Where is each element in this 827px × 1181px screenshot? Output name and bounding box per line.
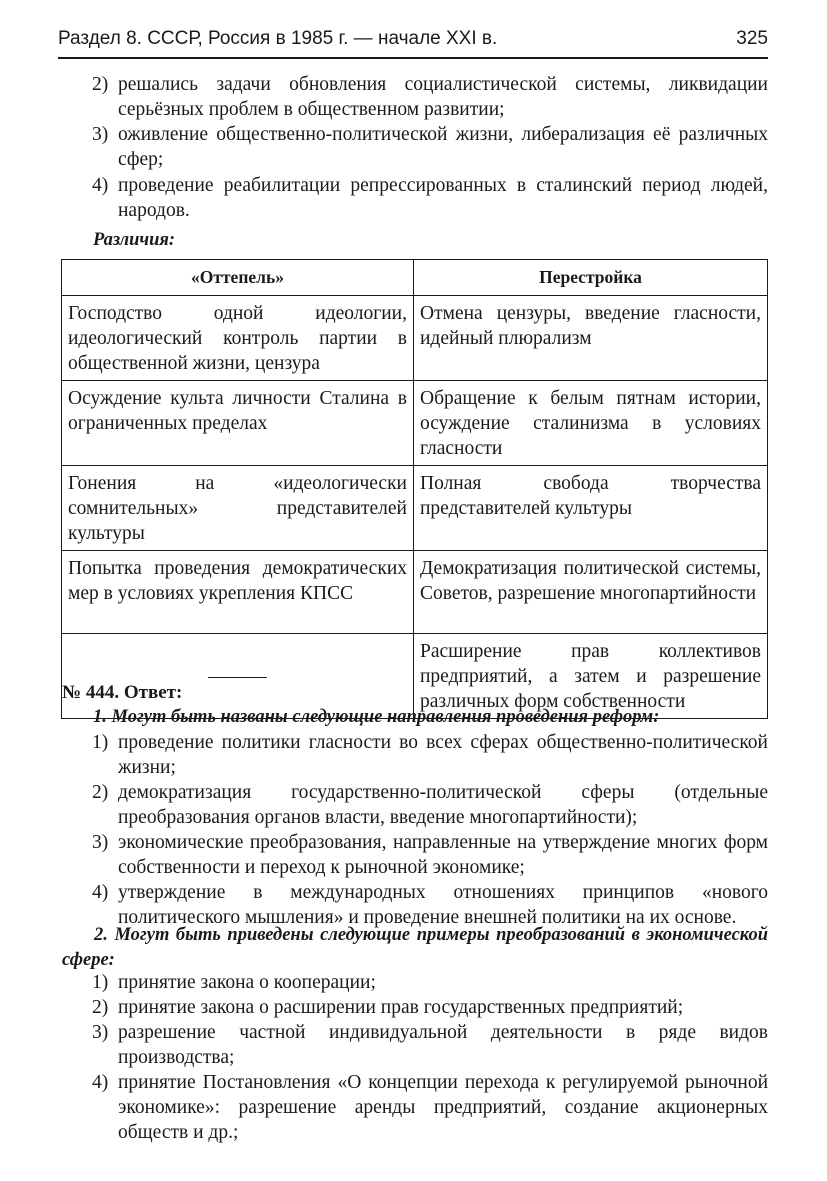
column-header-perestroika: Перестройка xyxy=(414,260,768,296)
running-head xyxy=(58,26,768,52)
list-item-number: 3) xyxy=(92,1022,109,1043)
table-row xyxy=(62,381,768,466)
table-header-row xyxy=(62,260,768,296)
list-item-number: 2) xyxy=(92,74,109,95)
list-item-number: 4) xyxy=(92,175,109,196)
table-cell-empty-dash: ——— xyxy=(62,634,414,719)
list-item-text: принятие закона о расширении прав государственных предприятий; xyxy=(118,997,684,1018)
list-item xyxy=(0,72,827,122)
answer-heading: № 444. Ответ: xyxy=(62,682,183,703)
list-item-text: проведение политики гласности во всех сферах общественно-политической жизни; xyxy=(118,732,768,778)
part2-heading: 2. Могут быть приведены следующие примеры преобразований в экономической сфере: xyxy=(62,925,768,970)
list-item xyxy=(0,122,827,173)
header-rule xyxy=(58,57,768,59)
section-title: Раздел 8. СССР, Россия в 1985 г. — начале XXI в. xyxy=(58,28,498,49)
list-item-text: демократизация государственно-политической сферы (отдельные преобразования органов власти, введение многопартийности); xyxy=(118,782,768,828)
list-item-number: 2) xyxy=(92,997,109,1018)
list-item-number: 1) xyxy=(92,732,109,753)
list-item-number: 3) xyxy=(92,832,109,853)
list-item-text: оживление общественно-политической жизни, либерализация её различных сфер; xyxy=(118,124,768,170)
list-item-number: 2) xyxy=(92,782,109,803)
list-item-number: 3) xyxy=(92,124,109,145)
list-item xyxy=(0,1070,827,1145)
list-item-text: экономические преобразования, направленные на утверждение многих форм собственности и переход к рыночной экономике; xyxy=(118,832,768,878)
list-item xyxy=(0,1020,827,1070)
list-item-number: 1) xyxy=(92,972,109,993)
list-item-text: принятие закона о кооперации; xyxy=(118,972,376,993)
list-item-text: проведение реабилитации репрессированных в сталинский период людей, народов. xyxy=(118,175,768,221)
table-cell: Попытка проведения демократических мер в условиях укрепления КПСС xyxy=(62,551,414,634)
list-item xyxy=(0,970,827,995)
similarities-list xyxy=(0,72,827,223)
table-cell: Гонения на «идеологически сомнительных» представителей культуры xyxy=(62,466,414,551)
column-header-thaw: «Оттепель» xyxy=(62,260,414,296)
list-item xyxy=(0,780,827,830)
list-item-text: решались задачи обновления социалистической системы, ликвидации серьёзных проблем в общественном развитии; xyxy=(118,74,768,120)
table-cell: Господство одной идеологии, идеологический контроль партии в общественной жизни, цензура xyxy=(62,296,414,381)
table-cell: Демократизация политической системы, Советов, разрешение многопартийности xyxy=(414,551,768,634)
list-item-text: принятие Постановления «О концепции перехода к регулируемой рыночной экономике»: разрешение аренды предприятий, создание акционерных обществ и др.; xyxy=(118,1072,768,1143)
table-row xyxy=(62,551,768,634)
list-item xyxy=(0,173,827,223)
differences-heading: Различия: xyxy=(93,230,176,250)
table-row xyxy=(62,296,768,381)
list-item xyxy=(0,995,827,1020)
differences-table xyxy=(61,259,768,719)
table-cell: Расширение прав коллективов предприятий, а затем и разрешение различных форм собственности xyxy=(414,634,768,719)
table-row xyxy=(62,466,768,551)
table-cell: Отмена цензуры, введение гласности, идейный плюрализм xyxy=(414,296,768,381)
list-item xyxy=(0,830,827,880)
list-item-number: 4) xyxy=(92,1072,109,1093)
part1-heading: 1. Могут быть названы следующие направления проведения реформ: xyxy=(93,707,660,727)
table-cell: Обращение к белым пятнам истории, осуждение сталинизма в условиях гласности xyxy=(414,381,768,466)
list-item xyxy=(0,730,827,780)
reform-directions-list xyxy=(0,730,827,930)
table-cell: Осуждение культа личности Сталина в ограниченных пределах xyxy=(62,381,414,466)
economic-reforms-list xyxy=(0,970,827,1145)
list-item-text: разрешение частной индивидуальной деятельности в ряде видов производства; xyxy=(118,1022,768,1068)
list-item-text: утверждение в международных отношениях принципов «нового политического мышления» и проведение внешней политики на их основе. xyxy=(118,882,768,928)
table-cell: Полная свобода творчества представителей культуры xyxy=(414,466,768,551)
list-item-number: 4) xyxy=(92,882,109,903)
page-number: 325 xyxy=(736,28,768,49)
